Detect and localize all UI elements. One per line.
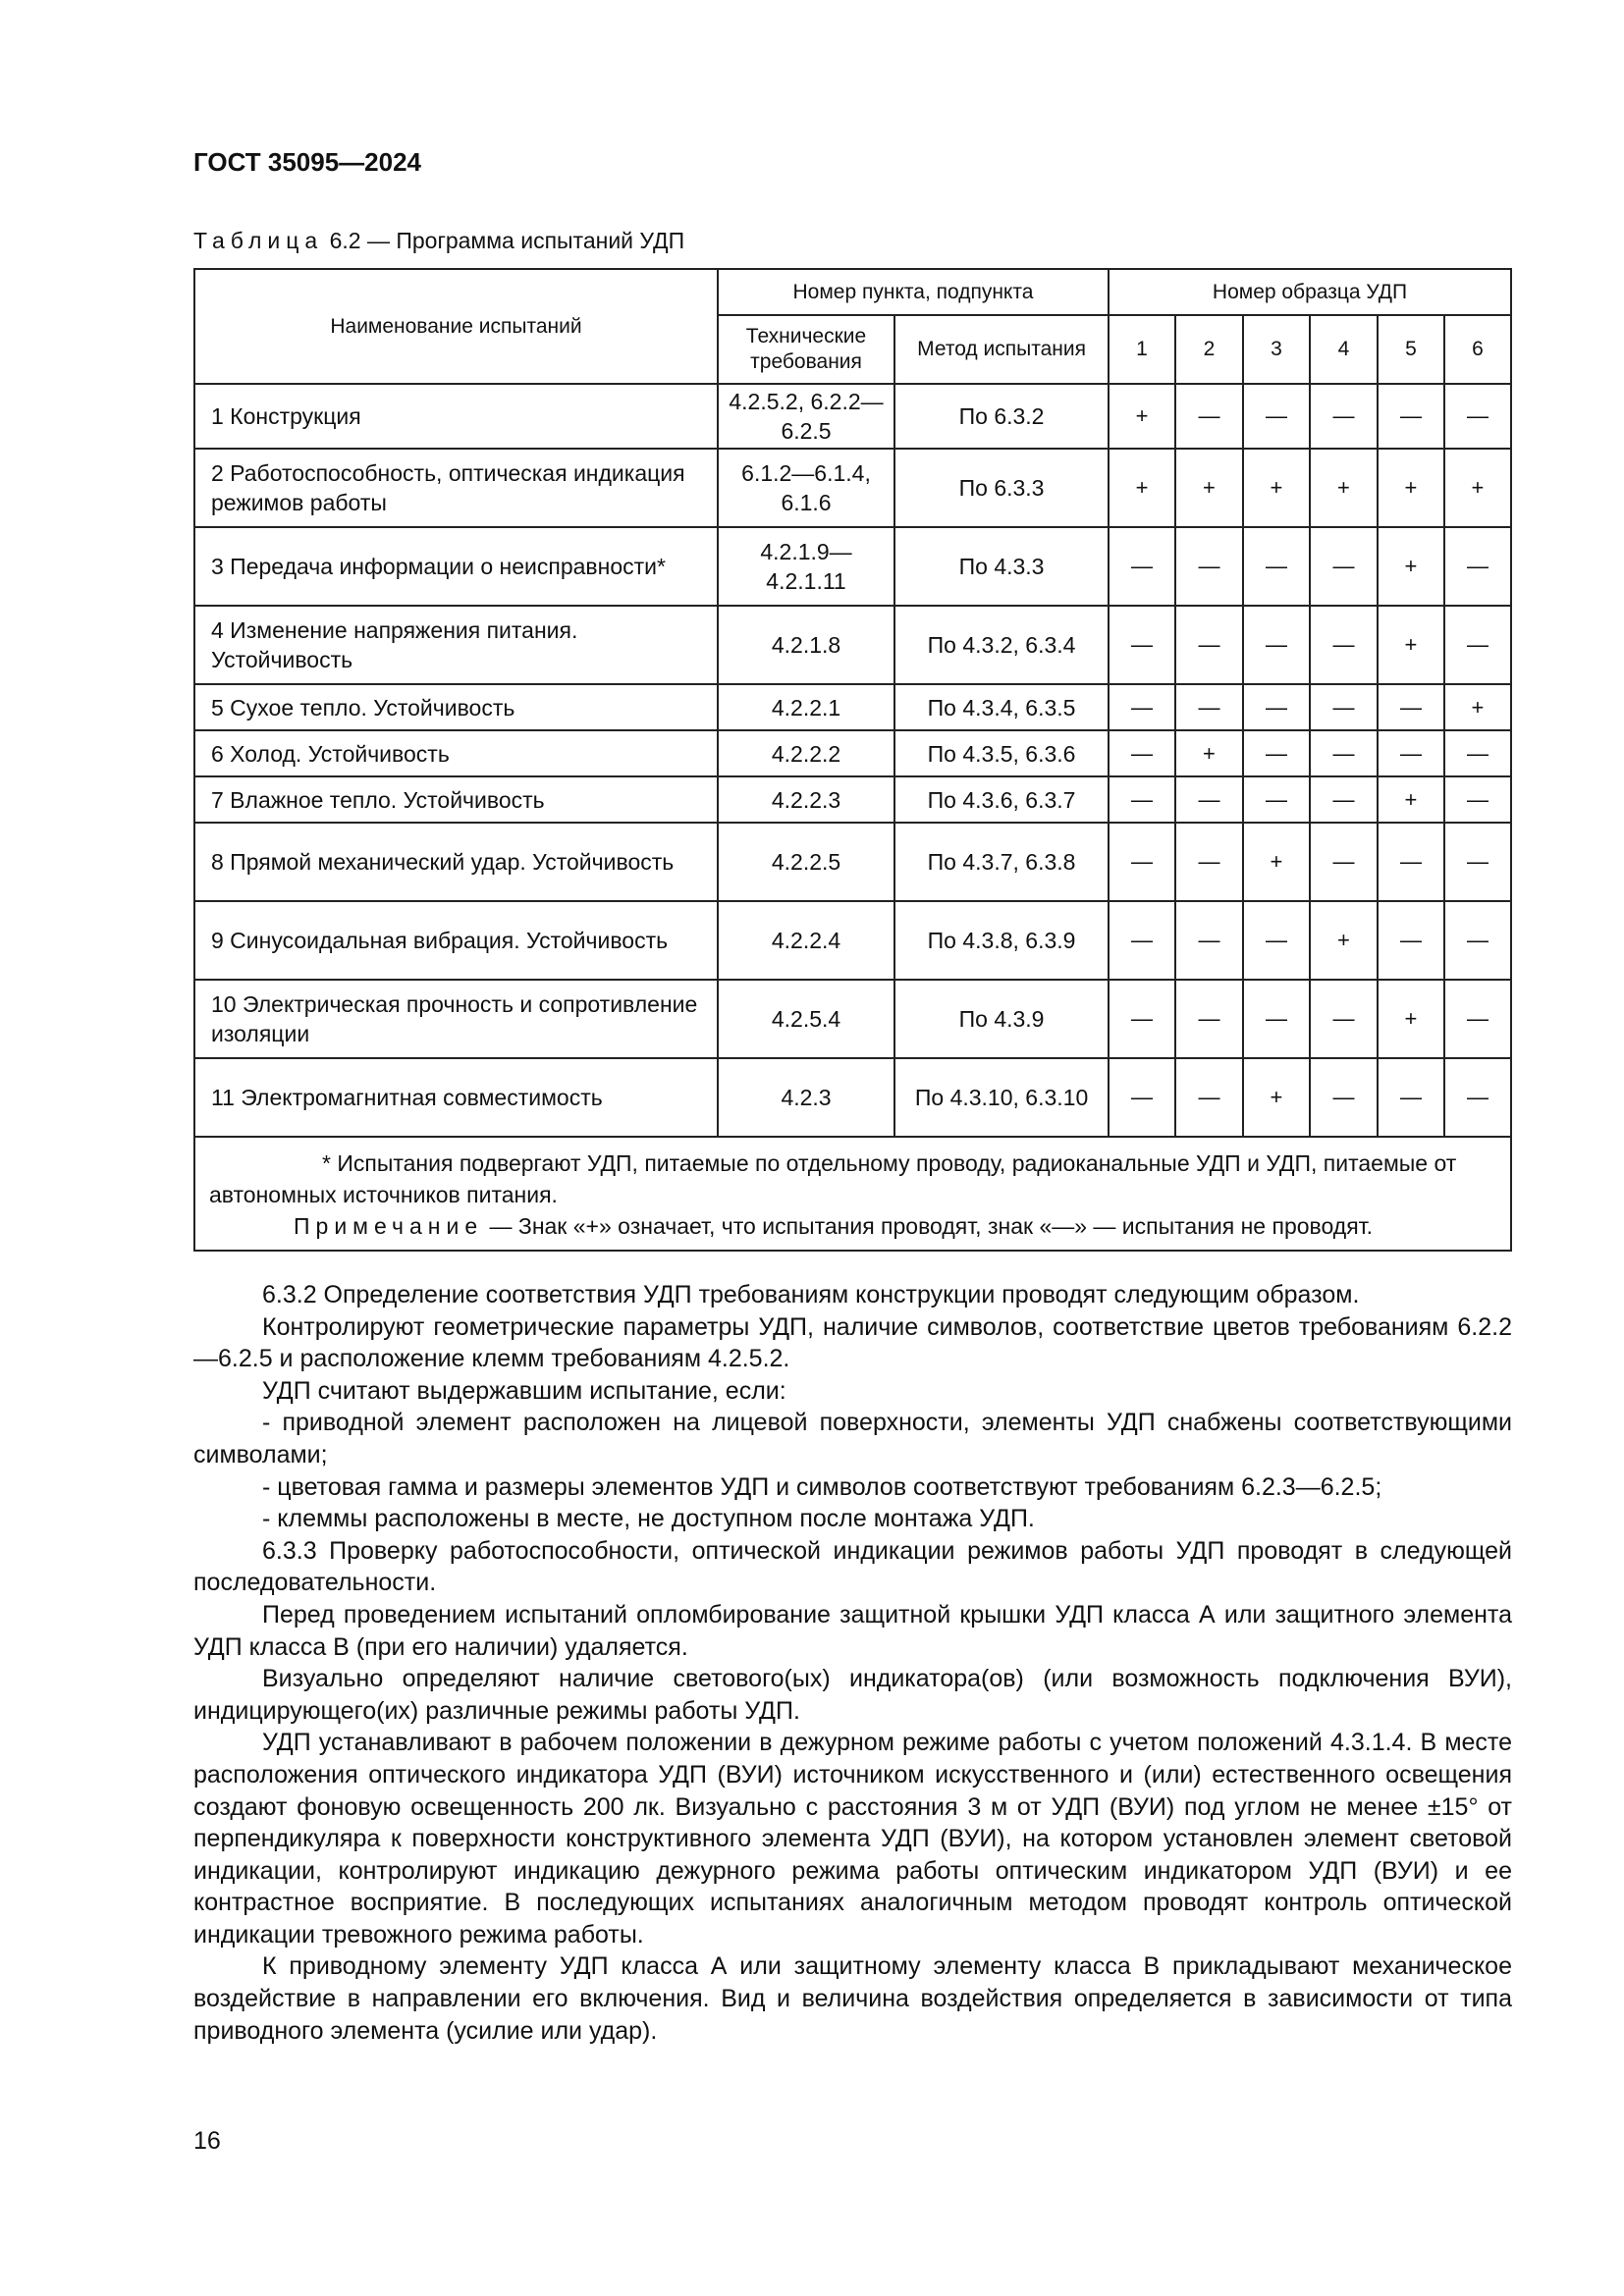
sample-mark-cell: — [1310, 527, 1378, 606]
tech-requirement-cell: 4.2.5.4 [718, 980, 894, 1058]
test-name-cell: 6 Холод. Устойчивость [194, 730, 718, 776]
test-method-cell: По 4.3.10, 6.3.10 [894, 1058, 1109, 1137]
header-sample: 5 [1378, 315, 1444, 384]
list-item: - цветовая гамма и размеры элементов УДП и символов соответствуют требованиям 6.2.3—6.2.5; [262, 1472, 1382, 1501]
table-note [209, 1210, 1496, 1242]
document-code: ГОСТ 35095—2024 [193, 147, 421, 177]
sample-mark-cell: + [1310, 449, 1378, 527]
test-name-cell: 8 Прямой механический удар. Устойчивость [194, 823, 718, 901]
table-caption-text: 6.2 — Программа испытаний УДП [329, 228, 685, 253]
sample-mark-cell: — [1175, 606, 1243, 684]
tech-requirement-cell: 4.2.5.2, 6.2.2—6.2.5 [718, 384, 894, 449]
sample-mark-cell: — [1310, 980, 1378, 1058]
test-program-table [193, 268, 1512, 1252]
tech-requirement-cell: 6.1.2—6.1.4, 6.1.6 [718, 449, 894, 527]
test-name-cell: 9 Синусоидальная вибрация. Устойчивость [194, 901, 718, 980]
sample-mark-cell: + [1378, 980, 1444, 1058]
sample-mark-cell: — [1444, 527, 1511, 606]
header-tech-requirements: Технические требования [718, 315, 894, 384]
table-caption-label: Таблица [193, 228, 324, 253]
sample-mark-cell: — [1378, 384, 1444, 449]
test-method-cell: По 4.3.7, 6.3.8 [894, 823, 1109, 901]
sample-mark-cell: — [1444, 730, 1511, 776]
sample-mark-cell: + [1175, 449, 1243, 527]
sample-mark-cell: — [1175, 776, 1243, 823]
sample-mark-cell: — [1310, 776, 1378, 823]
sample-mark-cell: + [1109, 449, 1175, 527]
sample-mark-cell: — [1175, 384, 1243, 449]
sample-mark-cell: + [1444, 684, 1511, 730]
sample-mark-cell: — [1310, 823, 1378, 901]
sample-mark-cell: — [1175, 980, 1243, 1058]
sample-mark-cell: — [1175, 527, 1243, 606]
sample-mark-cell: — [1444, 384, 1511, 449]
sample-mark-cell: — [1378, 901, 1444, 980]
sample-mark-cell: + [1243, 823, 1310, 901]
table-row [194, 449, 1511, 527]
sample-mark-cell: + [1378, 606, 1444, 684]
sample-mark-cell: + [1243, 449, 1310, 527]
sample-mark-cell: — [1109, 901, 1175, 980]
header-sample: 1 [1109, 315, 1175, 384]
test-method-cell: По 4.3.6, 6.3.7 [894, 776, 1109, 823]
test-name-cell: 5 Сухое тепло. Устойчивость [194, 684, 718, 730]
sample-mark-cell: + [1444, 449, 1511, 527]
sample-mark-cell: + [1378, 449, 1444, 527]
table-notes [194, 1137, 1511, 1251]
sample-mark-cell: — [1378, 1058, 1444, 1137]
test-method-cell: По 4.3.4, 6.3.5 [894, 684, 1109, 730]
body-text [193, 1279, 1512, 2047]
table-row [194, 527, 1511, 606]
table-row [194, 684, 1511, 730]
tech-requirement-cell: 4.2.1.9—4.2.1.11 [718, 527, 894, 606]
header-sample: 6 [1444, 315, 1511, 384]
paragraph: 6.3.2 Определение соответствия УДП требованиям конструкции проводят следующим образом. [262, 1281, 1360, 1308]
table-row [194, 606, 1511, 684]
test-name-cell: 3 Передача информации о неисправности* [194, 527, 718, 606]
test-name-cell: 11 Электромагнитная совместимость [194, 1058, 718, 1137]
sample-mark-cell: — [1310, 730, 1378, 776]
sample-mark-cell: — [1109, 730, 1175, 776]
header-sample-group: Номер образца УДП [1109, 269, 1511, 315]
sample-mark-cell: — [1109, 776, 1175, 823]
test-method-cell: По 4.3.5, 6.3.6 [894, 730, 1109, 776]
sample-mark-cell: — [1378, 823, 1444, 901]
test-name-cell: 4 Изменение напряжения питания. Устойчивость [194, 606, 718, 684]
test-method-cell: По 4.3.9 [894, 980, 1109, 1058]
test-method-cell: По 4.3.8, 6.3.9 [894, 901, 1109, 980]
sample-mark-cell: + [1243, 1058, 1310, 1137]
sample-mark-cell: — [1444, 1058, 1511, 1137]
test-name-cell: 1 Конструкция [194, 384, 718, 449]
sample-mark-cell: — [1175, 823, 1243, 901]
paragraph: УДП считают выдержавшим испытание, если: [262, 1376, 786, 1405]
sample-mark-cell: — [1378, 730, 1444, 776]
note-label: Примечание [294, 1213, 484, 1239]
sample-mark-cell: — [1310, 1058, 1378, 1137]
table-row [194, 730, 1511, 776]
list-item: - приводной элемент расположен на лицевой поверхности, элементы УДП снабжены соответствующими символами; [193, 1409, 1512, 1468]
table-row [194, 1058, 1511, 1137]
tech-requirement-cell: 4.2.3 [718, 1058, 894, 1137]
table-footnote: * Испытания подвергают УДП, питаемые по отдельному проводу, радиоканальные УДП и УДП, питаемые от автономных источников питания. [209, 1150, 1457, 1207]
paragraph: Визуально определяют наличие светового(ых) индикатора(ов) (или возможность подключения ВУИ), индицирующего(их) различные режимы работы УДП. [193, 1665, 1512, 1725]
sample-mark-cell: — [1310, 606, 1378, 684]
test-method-cell: По 6.3.3 [894, 449, 1109, 527]
sample-mark-cell: — [1243, 684, 1310, 730]
sample-mark-cell: — [1175, 901, 1243, 980]
page-number: 16 [193, 2127, 221, 2155]
sample-mark-cell: — [1444, 901, 1511, 980]
table-row [194, 823, 1511, 901]
note-text: — Знак «+» означает, что испытания проводят, знак «—» — испытания не проводят. [483, 1213, 1374, 1239]
sample-mark-cell: + [1175, 730, 1243, 776]
header-clause-group: Номер пункта, подпункта [718, 269, 1109, 315]
sample-mark-cell: — [1175, 684, 1243, 730]
sample-mark-cell: — [1444, 776, 1511, 823]
tech-requirement-cell: 4.2.2.2 [718, 730, 894, 776]
sample-mark-cell: — [1109, 606, 1175, 684]
table-row [194, 384, 1511, 449]
sample-mark-cell: — [1243, 980, 1310, 1058]
test-method-cell: По 6.3.2 [894, 384, 1109, 449]
tech-requirement-cell: 4.2.2.3 [718, 776, 894, 823]
list-item: - клеммы расположены в месте, не доступном после монтажа УДП. [262, 1505, 1035, 1533]
table-row [194, 980, 1511, 1058]
sample-mark-cell: + [1109, 384, 1175, 449]
sample-mark-cell: — [1243, 527, 1310, 606]
test-name-cell: 2 Работоспособность, оптическая индикация режимов работы [194, 449, 718, 527]
sample-mark-cell: — [1243, 776, 1310, 823]
sample-mark-cell: — [1310, 684, 1378, 730]
tech-requirement-cell: 4.2.2.4 [718, 901, 894, 980]
sample-mark-cell: — [1444, 606, 1511, 684]
test-name-cell: 7 Влажное тепло. Устойчивость [194, 776, 718, 823]
sample-mark-cell: — [1109, 527, 1175, 606]
sample-mark-cell: — [1109, 1058, 1175, 1137]
sample-mark-cell: — [1378, 684, 1444, 730]
sample-mark-cell: — [1109, 823, 1175, 901]
paragraph: Перед проведением испытаний опломбирование защитной крышки УДП класса А или защитного элемента УДП класса В (при его наличии) удаляется. [193, 1600, 1512, 1661]
tech-requirement-cell: 4.2.2.5 [718, 823, 894, 901]
header-sample: 4 [1310, 315, 1378, 384]
header-test-name: Наименование испытаний [194, 269, 718, 384]
sample-mark-cell: — [1310, 384, 1378, 449]
paragraph: Контролируют геометрические параметры УДП, наличие символов, соответствие цветов требованиям 6.2.2—6.2.5 и расположение клемм требованиям 4.2.5.2. [193, 1312, 1512, 1373]
sample-mark-cell: — [1109, 980, 1175, 1058]
sample-mark-cell: — [1175, 1058, 1243, 1137]
table-row [194, 776, 1511, 823]
header-test-method: Метод испытания [894, 315, 1109, 384]
test-method-cell: По 4.3.2, 6.3.4 [894, 606, 1109, 684]
sample-mark-cell: — [1109, 684, 1175, 730]
sample-mark-cell: — [1243, 384, 1310, 449]
test-method-cell: По 4.3.3 [894, 527, 1109, 606]
table-caption [193, 228, 684, 254]
sample-mark-cell: — [1444, 823, 1511, 901]
sample-mark-cell: + [1378, 527, 1444, 606]
paragraph: УДП устанавливают в рабочем положении в дежурном режиме работы с учетом положений 4.3.1.4. В месте расположения оптического индикатора УДП (ВУИ) источником искусственного и (или) естественного освещения создают фоновую освещенность 200 лк. Визуально с расстояния 3 м от УДП (ВУИ) под углом не менее ±15° от перпендикуляра к поверхности конструктивного элемента УДП (ВУИ), на котором установлен элемент световой индикации, контролируют индикацию дежурного режима работы оптическим индикатором УДП (ВУИ) и ее контрастное восприятие. В последующих испытаниях аналогичным методом проводят контроль оптической индикации тревожного режима работы. [193, 1729, 1512, 1949]
tech-requirement-cell: 4.2.2.1 [718, 684, 894, 730]
header-sample: 2 [1175, 315, 1243, 384]
paragraph: К приводному элементу УДП класса А или защитному элементу класса В прикладывают механическое воздействие в направлении его включения. Вид и величина воздействия определяется в зависимости от типа приводного элемента (усилие или удар). [193, 1952, 1512, 2045]
tech-requirement-cell: 4.2.1.8 [718, 606, 894, 684]
test-name-cell: 10 Электрическая прочность и сопротивление изоляции [194, 980, 718, 1058]
header-sample: 3 [1243, 315, 1310, 384]
table-row [194, 901, 1511, 980]
sample-mark-cell: + [1378, 776, 1444, 823]
sample-mark-cell: — [1243, 730, 1310, 776]
sample-mark-cell: — [1444, 980, 1511, 1058]
paragraph: 6.3.3 Проверку работоспособности, оптической индикации режимов работы УДП проводят в следующей последовательности. [193, 1536, 1512, 1597]
sample-mark-cell: + [1310, 901, 1378, 980]
sample-mark-cell: — [1243, 606, 1310, 684]
sample-mark-cell: — [1243, 901, 1310, 980]
